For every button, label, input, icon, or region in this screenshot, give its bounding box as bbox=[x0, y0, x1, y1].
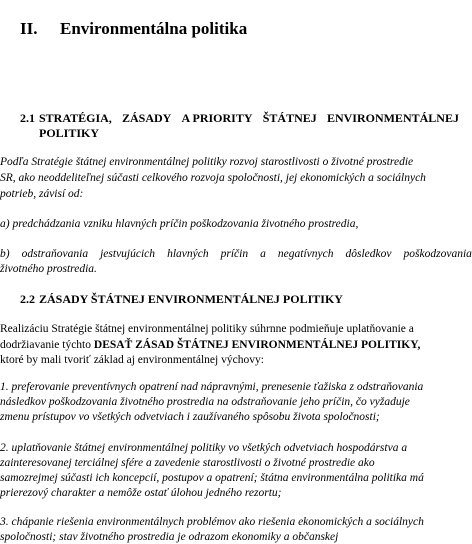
para2-line: ktoré by mali tvoriť základ aj environmentálnej výchovy: bbox=[0, 354, 264, 366]
list-item-2-line: samozrejmej súčasti ich koncepcií, postupov a opatrení; štátna environmentálna politika má bbox=[0, 472, 424, 484]
list-item-b-line1 bbox=[0, 249, 472, 261]
list-item-b-word: b) bbox=[0, 248, 10, 260]
section-2-1-title-word: STRATÉGIA, bbox=[39, 111, 112, 125]
chapter-title: Environmentálna politika bbox=[60, 19, 248, 38]
para1-line: potrieb, závisí od: bbox=[0, 188, 84, 200]
list-item-1-line: následkov poškodzovania životného prostredia na odstraňovanie jeho príčin, čo vyžaduje bbox=[0, 396, 410, 408]
para2-line bbox=[0, 340, 420, 352]
section-2-2-title: ZÁSADY ŠTÁTNEJ ENVIRONMENTÁLNEJ POLITIKY bbox=[39, 292, 343, 306]
list-item-b-word: hlavných bbox=[167, 248, 209, 260]
section-2-1-title-word: ZÁSADY bbox=[121, 111, 172, 125]
list-item-2-line: prierezový charakter a nemôže ostať úlohou jedného rezortu; bbox=[0, 487, 282, 499]
section-2-1-title-word: A PRIORITY bbox=[181, 111, 253, 125]
list-item-b-word: príčin bbox=[220, 248, 249, 260]
para2-line2-text: dodržiavanie týchto bbox=[0, 339, 94, 351]
para1-line: SR, ako neoddeliteľnej súčasti celkového rozvoja spoločnosti, jej ekonomických a sociálnych bbox=[0, 172, 426, 184]
list-item-b-word: negatívnych bbox=[277, 248, 334, 260]
section-2-1-title-word: ŠTÁTNEJ bbox=[262, 111, 317, 125]
section-2-1-title bbox=[39, 112, 459, 124]
list-item-3-line: spoločnosti; stav životného prostredia je odrazom ekonomiky a občanskej bbox=[0, 531, 339, 543]
list-item-2-line: 2. uplatňovanie štátnej environmentálnej politiky vo všetkých odvetviach hospodárstva a bbox=[0, 442, 408, 454]
section-2-2-number: 2.2 bbox=[20, 292, 35, 306]
para2-emphasis: DESAŤ ZÁSAD ŠTÁTNEJ ENVIRONMENTÁLNEJ POLITIKY, bbox=[93, 339, 421, 351]
list-item-b-word: a bbox=[260, 248, 266, 260]
section-2-1-number: 2.1 bbox=[20, 111, 35, 125]
section-2-1-title-word: ENVIRONMENTÁLNEJ bbox=[326, 111, 459, 125]
list-item-1-line: zmenu prístupov vo všetkých odvetviach i zaužívaného spôsobu života spoločnosti; bbox=[0, 411, 380, 423]
list-item-a: a) predchádzania vzniku hlavných príčin poškodzovania životného prostredia, bbox=[0, 218, 359, 230]
list-item-b-word: odstraňovania bbox=[21, 248, 89, 260]
para1-line: Podľa Stratégie štátnej environmentálnej politiky rozvoj starostlivosti o životné prostredie bbox=[0, 156, 414, 168]
chapter-number: II. bbox=[20, 19, 38, 38]
list-item-b-word: poškodzovania bbox=[403, 248, 472, 260]
list-item-2-line: zainteresovanej terciálnej sfére a zavedenie starostlivosti o životné prostredie ako bbox=[0, 457, 375, 469]
list-item-b-word: jestvujúcich bbox=[100, 248, 156, 260]
list-item-3-line: 3. chápanie riešenia environmentálnych problémov ako riešenia ekonomických a sociálnych bbox=[0, 516, 424, 528]
list-item-b-word: dôsledkov bbox=[345, 248, 392, 260]
list-item-1-line: 1. preferovanie preventívnych opatrení nad nápravnými, prenesenie ťažiska z odstraňovania bbox=[0, 381, 424, 393]
section-2-1-title-line2: POLITIKY bbox=[39, 126, 100, 140]
list-item-b-line2: životného prostredia. bbox=[0, 263, 97, 275]
para2-line: Realizáciu Stratégie štátnej environmentálnej politiky súhrnne podmieňuje uplatňovanie a bbox=[0, 323, 414, 335]
